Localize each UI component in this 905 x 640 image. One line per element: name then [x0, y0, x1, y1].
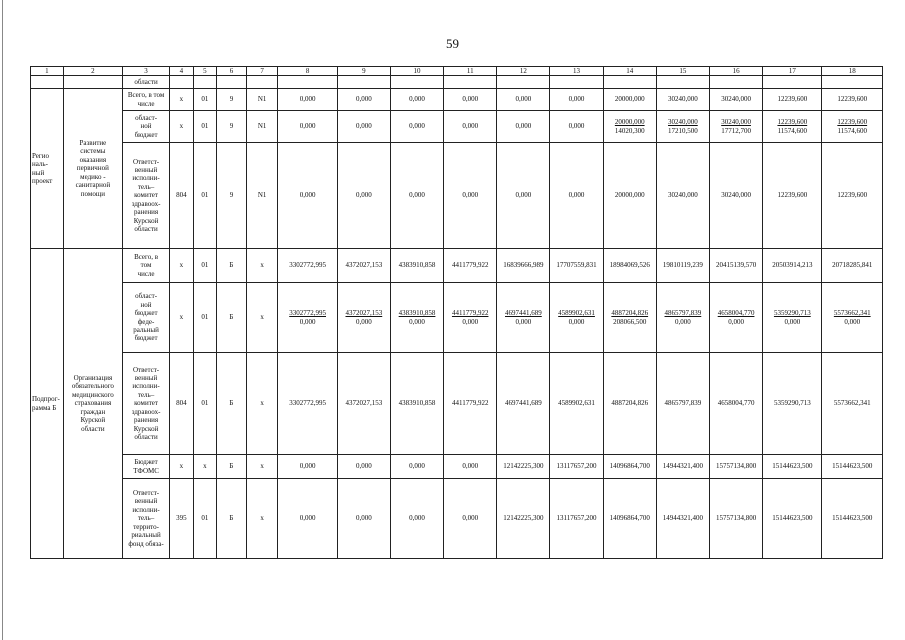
amount-cell: 30240,000	[656, 89, 709, 111]
code-pp: 9	[217, 111, 247, 143]
value-top: 4372027,153	[345, 309, 383, 318]
funding-source: Всего, в том числе	[123, 249, 170, 283]
value-top: 4383910,858	[398, 309, 436, 318]
column-number-12: 12	[497, 67, 550, 76]
value-bottom: 0,000	[299, 317, 316, 326]
code-om: N1	[246, 89, 278, 111]
amount-cell: 0,000	[497, 111, 550, 143]
code-om: х	[246, 283, 278, 353]
code-pp: 9	[217, 89, 247, 111]
column-number-5: 5	[193, 67, 217, 76]
amount-cell: 5573662,341	[822, 353, 883, 455]
empty-cell	[709, 76, 762, 89]
amount-cell: 0,000	[444, 143, 497, 249]
code-pp: Б	[217, 479, 247, 559]
amount-cell: 30240,000	[709, 143, 762, 249]
empty-cell	[217, 76, 247, 89]
amount-cell: 4383910,858	[390, 353, 443, 455]
amount-cell: 4372027,153	[337, 249, 390, 283]
table-row	[31, 89, 883, 111]
column-number-4: 4	[170, 67, 194, 76]
amount-cell: 4865797,839	[656, 353, 709, 455]
amount-cell: 13117657,200	[550, 455, 603, 479]
amount-cell-dual	[497, 283, 550, 353]
amount-cell: 0,000	[390, 143, 443, 249]
amount-cell-dual	[390, 283, 443, 353]
amount-cell: 0,000	[278, 455, 337, 479]
page-number: 59	[446, 36, 459, 51]
column-number-15: 15	[656, 67, 709, 76]
value-top: 4865797,839	[664, 309, 702, 318]
value-top: 5573662,341	[833, 309, 871, 318]
column-number-18: 18	[822, 67, 883, 76]
amount-cell: 0,000	[444, 89, 497, 111]
column-number-9: 9	[337, 67, 390, 76]
column-number-10: 10	[390, 67, 443, 76]
code-pp: Б	[217, 283, 247, 353]
amount-cell: 0,000	[278, 89, 337, 111]
amount-cell: 4658004,770	[709, 353, 762, 455]
code-gp: 01	[193, 143, 217, 249]
empty-cell	[550, 76, 603, 89]
code-grbs: 804	[170, 143, 194, 249]
table-row	[31, 353, 883, 455]
value-top: 4411779,922	[451, 309, 489, 318]
value-top: 12239,600	[777, 118, 808, 127]
value-top: 4697441,689	[505, 309, 542, 318]
amount-cell-dual	[709, 283, 762, 353]
column-number-16: 16	[709, 67, 762, 76]
amount-cell: 20415139,570	[709, 249, 762, 283]
amount-cell: 12239,600	[763, 89, 822, 111]
empty-cell	[763, 76, 822, 89]
amount-cell: 0,000	[444, 111, 497, 143]
amount-cell: 0,000	[550, 111, 603, 143]
column-number-row	[31, 67, 883, 76]
value-top: 30240,000	[721, 118, 751, 127]
value-bottom: 0,000	[728, 317, 744, 326]
code-om: N1	[246, 143, 278, 249]
amount-cell: 17707559,831	[550, 249, 603, 283]
column-number-13: 13	[550, 67, 603, 76]
code-grbs: х	[170, 111, 194, 143]
amount-cell: 0,000	[337, 111, 390, 143]
code-gp: х	[193, 455, 217, 479]
amount-cell: 0,000	[550, 143, 603, 249]
code-gp: 01	[193, 249, 217, 283]
amount-cell: 3302772,995	[278, 353, 337, 455]
amount-cell-dual	[709, 111, 762, 143]
column-number-6: 6	[217, 67, 247, 76]
funding-source: Ответст- венный исполни- тель– комитет здравоох- ранения Курской области	[123, 143, 170, 249]
value-bottom: 0,000	[355, 317, 372, 326]
column-number-17: 17	[763, 67, 822, 76]
amount-cell-dual	[656, 111, 709, 143]
empty-cell	[822, 76, 883, 89]
amount-cell-dual	[603, 111, 656, 143]
amount-cell: 0,000	[444, 479, 497, 559]
amount-cell: 14944321,400	[656, 455, 709, 479]
code-grbs: х	[170, 283, 194, 353]
amount-cell: 20000,000	[603, 89, 656, 111]
page-edge-line	[2, 0, 3, 640]
code-grbs: х	[170, 89, 194, 111]
continuation-label: области	[123, 76, 170, 89]
amount-cell: 14096864,700	[603, 479, 656, 559]
amount-cell: 20503914,213	[763, 249, 822, 283]
regional-project-label: Регио наль- ный проект	[31, 89, 64, 249]
amount-cell: 12142225,300	[497, 479, 550, 559]
amount-cell: 0,000	[390, 479, 443, 559]
amount-cell-dual	[444, 283, 497, 353]
code-om: х	[246, 455, 278, 479]
amount-cell: 0,000	[550, 89, 603, 111]
column-number-2: 2	[63, 67, 122, 76]
amount-cell: 15144623,500	[763, 479, 822, 559]
funding-source: Бюджет ТФОМС	[123, 455, 170, 479]
funding-source: Ответст- венный исполни- тель– комитет здравоох- ранения Курской области	[123, 353, 170, 455]
value-bottom: 0,000	[515, 317, 532, 326]
value-bottom: 17210,500	[668, 126, 698, 135]
funding-source: Ответст- венный исполни- тель– террито- риальный фонд обяза-	[123, 479, 170, 559]
empty-cell	[656, 76, 709, 89]
amount-cell: 12239,600	[763, 143, 822, 249]
amount-cell: 3302772,995	[278, 249, 337, 283]
amount-cell: 15757134,800	[709, 479, 762, 559]
amount-cell: 0,000	[337, 89, 390, 111]
amount-cell: 15144623,500	[822, 455, 883, 479]
subprogram-name: Организация обязательного медицинского страхования граждан Курской области	[63, 249, 122, 559]
amount-cell: 0,000	[390, 111, 443, 143]
value-bottom: 0,000	[409, 317, 425, 326]
amount-cell: 16839666,989	[497, 249, 550, 283]
amount-cell-dual	[656, 283, 709, 353]
table-row	[31, 143, 883, 249]
amount-cell: 14096864,700	[603, 455, 656, 479]
amount-cell: 18984069,526	[603, 249, 656, 283]
value-bottom: 0,000	[675, 317, 691, 326]
empty-cell	[390, 76, 443, 89]
amount-cell: 15144623,500	[763, 455, 822, 479]
code-grbs: 395	[170, 479, 194, 559]
empty-cell	[603, 76, 656, 89]
value-top: 5359290,713	[773, 309, 811, 318]
empty-cell	[444, 76, 497, 89]
value-bottom: 11574,600	[837, 126, 867, 135]
amount-cell-dual	[550, 283, 603, 353]
amount-cell: 0,000	[444, 455, 497, 479]
amount-cell: 19810119,239	[656, 249, 709, 283]
value-bottom: 208066,500	[613, 317, 647, 326]
value-bottom: 0,000	[568, 317, 585, 326]
empty-cell	[63, 76, 122, 89]
amount-cell-dual	[278, 283, 337, 353]
amount-cell-dual	[763, 111, 822, 143]
funding-source: област- ной бюджет	[123, 111, 170, 143]
value-top: 12239,600	[837, 118, 868, 127]
column-number-14: 14	[603, 67, 656, 76]
amount-cell-dual	[337, 283, 390, 353]
amount-cell: 13117657,200	[550, 479, 603, 559]
value-top: 4658004,770	[717, 309, 755, 318]
code-om: х	[246, 479, 278, 559]
code-gp: 01	[193, 111, 217, 143]
value-bottom: 14020,300	[614, 126, 645, 135]
code-om: N1	[246, 111, 278, 143]
table-row	[31, 249, 883, 283]
amount-cell: 4411779,922	[444, 353, 497, 455]
code-grbs: 804	[170, 353, 194, 455]
empty-cell	[337, 76, 390, 89]
table-row	[31, 479, 883, 559]
amount-cell: 0,000	[497, 89, 550, 111]
empty-cell	[497, 76, 550, 89]
amount-cell: 4411779,922	[444, 249, 497, 283]
amount-cell: 0,000	[390, 455, 443, 479]
amount-cell: 4589902,631	[550, 353, 603, 455]
code-gp: 01	[193, 283, 217, 353]
value-bottom: 11574,600	[777, 126, 808, 135]
amount-cell: 12239,600	[822, 89, 883, 111]
continuation-row	[31, 76, 883, 89]
amount-cell: 0,000	[497, 143, 550, 249]
amount-cell: 20000,000	[603, 143, 656, 249]
code-om: х	[246, 249, 278, 283]
amount-cell: 30240,000	[656, 143, 709, 249]
table-row	[31, 283, 883, 353]
column-number-1: 1	[31, 67, 64, 76]
amount-cell: 0,000	[337, 143, 390, 249]
value-top: 4887204,826	[611, 309, 649, 318]
value-bottom: 0,000	[784, 317, 801, 326]
code-gp: 01	[193, 479, 217, 559]
code-om: х	[246, 353, 278, 455]
amount-cell: 0,000	[278, 143, 337, 249]
empty-cell	[193, 76, 217, 89]
table-row	[31, 455, 883, 479]
value-bottom: 0,000	[462, 317, 479, 326]
value-top: 20000,000	[614, 118, 645, 127]
empty-cell	[170, 76, 194, 89]
code-pp: Б	[217, 249, 247, 283]
code-pp: 9	[217, 143, 247, 249]
amount-cell: 0,000	[337, 455, 390, 479]
amount-cell: 4887204,826	[603, 353, 656, 455]
code-pp: Б	[217, 353, 247, 455]
code-pp: Б	[217, 455, 247, 479]
amount-cell: 0,000	[390, 89, 443, 111]
funding-source: Всего, в том числе	[123, 89, 170, 111]
regional-project-name: Развитие системы оказания первичной медико - санитарной помощи	[63, 89, 122, 249]
funding-source: област- ной бюджет феде- ральный бюджет	[123, 283, 170, 353]
amount-cell: 4697441,689	[497, 353, 550, 455]
code-grbs: х	[170, 455, 194, 479]
value-bottom: 17712,700	[721, 126, 751, 135]
amount-cell: 20718285,841	[822, 249, 883, 283]
code-gp: 01	[193, 353, 217, 455]
value-top: 4589902,631	[558, 309, 595, 318]
amount-cell: 14944321,400	[656, 479, 709, 559]
amount-cell-dual	[822, 283, 883, 353]
subprogram-label: Подпрог- рамма Б	[31, 249, 64, 559]
value-top: 3302772,995	[289, 309, 326, 318]
amount-cell: 15757134,800	[709, 455, 762, 479]
amount-cell-dual	[763, 283, 822, 353]
amount-cell-dual	[822, 111, 883, 143]
amount-cell-dual	[603, 283, 656, 353]
empty-cell	[246, 76, 278, 89]
budget-table	[30, 66, 883, 559]
amount-cell: 0,000	[278, 111, 337, 143]
amount-cell: 12142225,300	[497, 455, 550, 479]
column-number-8: 8	[278, 67, 337, 76]
amount-cell: 30240,000	[709, 89, 762, 111]
amount-cell: 0,000	[278, 479, 337, 559]
code-gp: 01	[193, 89, 217, 111]
column-number-3: 3	[123, 67, 170, 76]
amount-cell: 0,000	[337, 479, 390, 559]
amount-cell: 15144623,500	[822, 479, 883, 559]
amount-cell: 4383910,858	[390, 249, 443, 283]
table-row	[31, 111, 883, 143]
amount-cell: 5359290,713	[763, 353, 822, 455]
amount-cell: 4372027,153	[337, 353, 390, 455]
column-number-7: 7	[246, 67, 278, 76]
column-number-11: 11	[444, 67, 497, 76]
value-bottom: 0,000	[844, 317, 861, 326]
empty-cell	[31, 76, 64, 89]
empty-cell	[278, 76, 337, 89]
value-top: 30240,000	[668, 118, 698, 127]
amount-cell: 12239,600	[822, 143, 883, 249]
code-grbs: х	[170, 249, 194, 283]
